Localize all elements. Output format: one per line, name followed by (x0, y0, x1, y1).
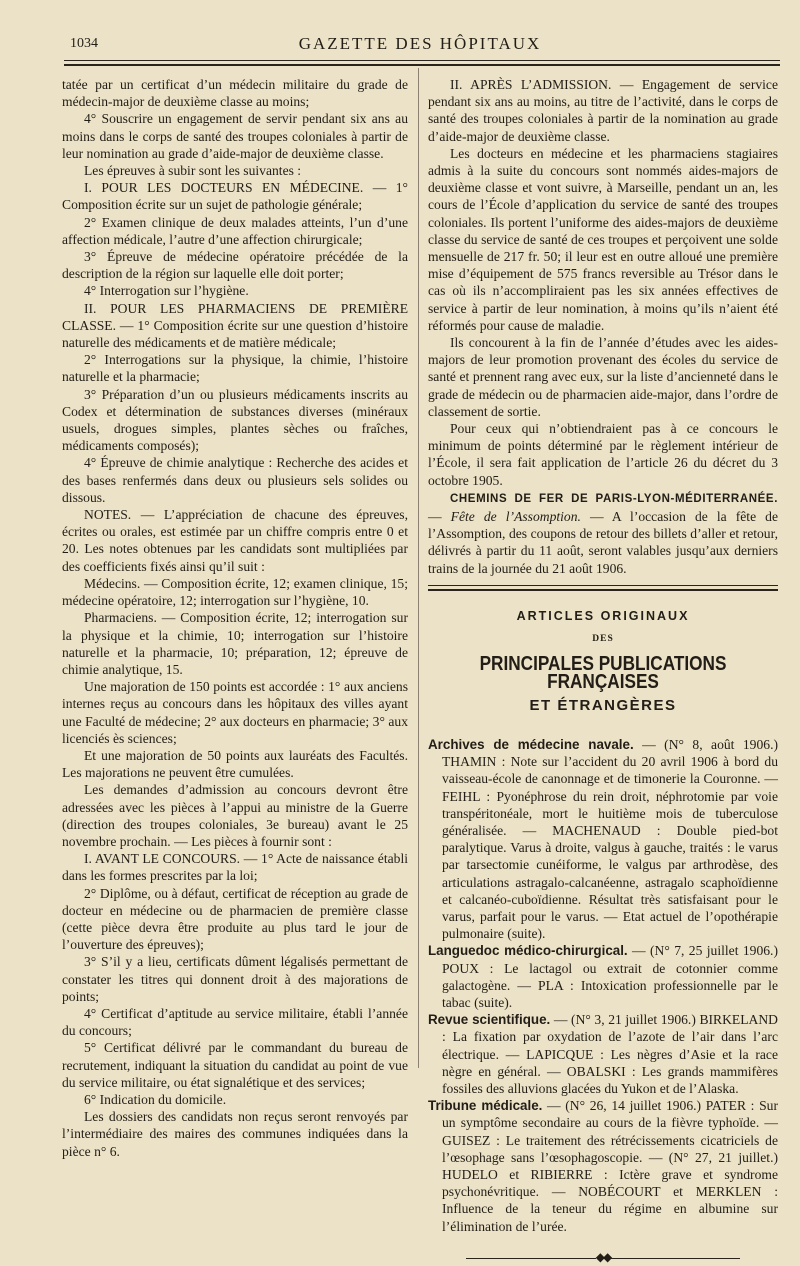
journal-contents: — (N° 26, 14 juillet 1906.) PATER : Sur un symptôme secondaire au cours de la fièvre typhoïde. — GUISEZ : Le traitement des rétrécissements cicatriciels de l’œsophage sans l’œsophagoscopie. — (N° 27, 21 juillet.) HUDELO et RIBIERRE : Ictère grave et syndrome psychonévritique. — NOBÉCOURT et MERKLEN : Influence de la teneur du régime en albumine sur l’élimination de l’urée. (442, 1098, 778, 1234)
paragraph: Les demandes d’admission au concours devront être adressées avec les pièces à l’appui au ministre de la Guerre (direction des troupes coloniales, 3e bureau) avant le 25 novembre prochain. — Les pièces à fournir sont : (62, 782, 408, 849)
journal-name: Tribune médicale. (428, 1098, 543, 1114)
journal-name: Languedoc médico-chirurgical. (428, 943, 628, 959)
journal-name: Archives de médecine navale. (428, 736, 634, 752)
paragraph: 5° Certificat délivré par le commandant du bureau de recrutement, indiquant la situation du candidat au point de vue du service militaire, ou état signalétique et des services; (62, 1040, 408, 1090)
paragraph: 6° Indication du domicile. (84, 1091, 227, 1107)
page-header (60, 30, 780, 56)
railway-notice: CHEMINS DE FER DE PARIS-LYON-MÉDITERRANÉE. — Fête de l’Assomption. — A l’occasion de la fête de l’Assomption, des coupons de retour des billets d’aller et retour, délivrés à partir du 11 août, seront valables jusqu’aux derniers trains de la journée du 21 août 1906. (428, 492, 778, 576)
header-rule-thin (64, 60, 780, 61)
right-column (428, 76, 778, 1266)
paragraph-italic-lead: Pharmaciens. — Composition écrite, 12; interrogation sur la physique et la chimie, 10; interrogation sur l’histoire naturelle et la pharmacie, 10; préparation, 12; épreuve de chimie analytique, 15. (62, 610, 408, 677)
railway-heading: CHEMINS DE FER DE PARIS-LYON-MÉDITERRANÉE. (450, 492, 778, 505)
paragraph: II. APRÈS L’ADMISSION. — Engagement de service pendant six ans au moins, au titre de l’activité, dans le corps de santé des troupes coloniales à partir de la nomination au grade d’aide-major de deuxième classe. (428, 77, 778, 144)
ornament-rule (610, 1258, 740, 1259)
paragraph: 3° S’il y a lieu, certificats dûment légalisés permettant de constater les titres qui donnent droit à des majorations de points; (62, 954, 408, 1004)
journal-entry (428, 736, 778, 942)
paragraph: II. POUR LES PHARMACIENS DE PREMIÈRE CLASSE. — 1° Composition écrite sur une question d’histoire naturelle des médicaments et de matière médicale; (62, 300, 408, 351)
paragraph: 2° Examen clinique de deux malades atteints, l’un d’une affection médicale, l’autre d’une affection chirurgicale; (62, 214, 408, 247)
journal-entry (428, 1011, 778, 1097)
journal-contents: — (N° 8, août 1906.) THAMIN : Note sur l’accident du 20 avril 1906 à bord du vaisseau-école de canonnage et de timonerie la Couronne. — FEIHL : Pyonéphrose du rein droit, néphrotomie par voie transpéritonéale, mort le huitième mois de tuberculose généralisée. — MACHENAUD : Double pied-bot paralytique. Varus à droite, valgus à gauche, traités : le varus par tarsectomie cunéiforme, le valgus par arthrodèse, des articulations astragalo-calcanéenne, astragalo scaphoïdienne et calcanéo-cuboïdienne. Résultat très satisfaisant pour le varus, parfait pour le varus. — Etat actuel de l’opothérapie pulmonaire (suite). (442, 736, 778, 942)
page-number: 1034 (70, 36, 98, 51)
journal-contents: — (N° 3, 21 juillet 1906.) BIRKELAND : La fixation par oxydation de l’azote de l’air dans l’arc électrique. — LAPICQUE : Les nègres d’Asie et la race nègre en général. — OBALSKI : Les grands mammifères fossiles des alluvions glacées du Yukon et de l’Alaska. (442, 1012, 778, 1096)
paragraph: Les dossiers des candidats non reçus seront renvoyés par l’intermédiaire des maires des communes indiquées dans la pièce n° 6. (62, 1109, 408, 1159)
paragraph: 3° Préparation d’un ou plusieurs médicaments inscrits au Codex et détermination de substances diverses (minéraux usuels, drogues simples, plantes sèches ou fraîches, médicaments composés); (62, 386, 408, 454)
section-heading: PRINCIPALES PUBLICATIONS FRANÇAISES (479, 653, 727, 693)
paragraph: 4° Certificat d’aptitude au service militaire, établi l’année du concours; (62, 1005, 408, 1039)
left-column (62, 76, 408, 1160)
paragraph-italic-lead: Médecins. — Composition écrite, 12; examen clinique, 15; médecine opératoire, 12; interrogation sur l’hygiène, 10. (62, 575, 408, 609)
header-rule-thick (64, 64, 780, 66)
ornament-rule (466, 1258, 596, 1259)
journal-entry (428, 942, 778, 1011)
railway-lead: Fête de l’Assomption. (450, 509, 581, 525)
section-subheading: ET ÉTRANGÈRES (529, 696, 677, 714)
section-connector: DES (592, 634, 614, 645)
paragraph: 4° Épreuve de chimie analytique : Recherche des acides et des bases renfermés dans deux ou plusieurs sels solides ou dissous. (62, 455, 408, 505)
railway-text: — A l’occasion de la fête de l’Assomption, des coupons de retour des billets d’aller et retour, délivrés à partir du 11 août, seront valables jusqu’aux derniers trains de la journée du 21 août 1906. (428, 509, 778, 576)
paragraph: Ils concourent à la fin de l’année d’études avec les aides-majors de leur promotion provenant des écoles du service de santé et prennent rang avec eux, sur la liste d’ancienneté dans le grade de médecin ou de pharmacien aide-major, dans l’ordre de classement de sortie. (428, 335, 778, 419)
paragraph: I. AVANT LE CONCOURS. — 1° Acte de naissance établi dans les formes prescrites par la loi; (62, 851, 408, 884)
journal-name: Revue scientifique. (428, 1012, 551, 1028)
journal-entry (428, 1097, 778, 1235)
paragraph: 3° Épreuve de médecine opératoire précédée de la description de la région sur laquelle elle doit porter; (62, 249, 408, 282)
paragraph: Les docteurs en médecine et les pharmaciens stagiaires admis à la suite du concours sont nommés aides-majors de deuxième classe et vont suivre, à Marseille, pendant un an, les cours de l’École d’application du service de santé des troupes coloniales. Ils portent l’uniforme des aides-majors de deuxième classe du service de santé de ces troupes et perçoivent une solde mensuelle de 217 fr. 50; il leur est en outre alloué une première mise d’équipement de 575 francs reversible au Trésor dans le cas où ils n’accompliraient pas les six années effectives de service à partir de leur nomination, à moins qu’ils n’aient été réformés pour cause de maladie. (428, 145, 778, 333)
paragraph: Et une majoration de 50 points aux lauréats des Facultés. Les majorations ne peuvent être cumulées. (62, 747, 408, 781)
journal-contents: — (N° 7, 25 juillet 1906.) POUX : Le lactagol ou extrait de cotonnier comme galactogène. — PLA : Intoxication professionnelle par le tabac (suite). (442, 943, 778, 1010)
section-title: ARTICLES ORIGINAUX (516, 608, 690, 623)
paragraph: 4° Interrogation sur l’hygiène. (84, 283, 249, 299)
paragraph: 2° Diplôme, ou à défaut, certificat de réception au grade de docteur en médecine ou de pharmacien de première classe (cette pièce devra être produite au plus tard le jour de l’ouverture des épreuves); (62, 885, 408, 953)
section-rule-thin (428, 585, 778, 587)
paragraph: 2° Interrogations sur la physique, la chimie, l’histoire naturelle et la pharmacie; (62, 352, 408, 385)
paragraph: 4° Souscrire un engagement de servir pendant six ans au moins dans le corps de santé des troupes coloniales à partir de leur nomination au grade d’aide-major de deuxième classe. (62, 111, 408, 161)
paragraph: Les épreuves à subir sont les suivantes : (84, 163, 302, 179)
paragraph: tatée par un certificat d’un médecin militaire du grade de médecin-major de deuxième classe au moins; (62, 77, 408, 110)
page-title: GAZETTE DES HÔPITAUX (298, 34, 542, 53)
paragraph: I. POUR LES DOCTEURS EN MÉDECINE. — 1° Composition écrite sur un sujet de pathologie générale; (62, 180, 408, 213)
column-divider (418, 68, 419, 1068)
section-rule-thick (428, 589, 778, 592)
paragraph: Une majoration de 150 points est accordée : 1° aux anciens internes reçus au concours dans les hôpitaux des villes ayant une Faculté de médecine; 2° aux docteurs en pharmacie; 3° aux licenciés ès sciences; (62, 679, 408, 746)
ornament-glyph: ◆◆ (595, 1249, 611, 1264)
paragraph: Pour ceux qui n’obtiendraient pas à ce concours le minimum de points déterminé par le règlement intérieur de l’École, il sera fait application de l’article 26 du décret du 3 octobre 1905. (428, 421, 778, 488)
paragraph: NOTES. — L’appréciation de chacune des épreuves, écrites ou orales, est estimée par un chiffre compris entre 0 et 20. Les notes obtenues par les candidats sont multipliées par des coefficients fixés ainsi qu’il suit : (62, 507, 408, 574)
end-ornament (428, 1249, 778, 1266)
